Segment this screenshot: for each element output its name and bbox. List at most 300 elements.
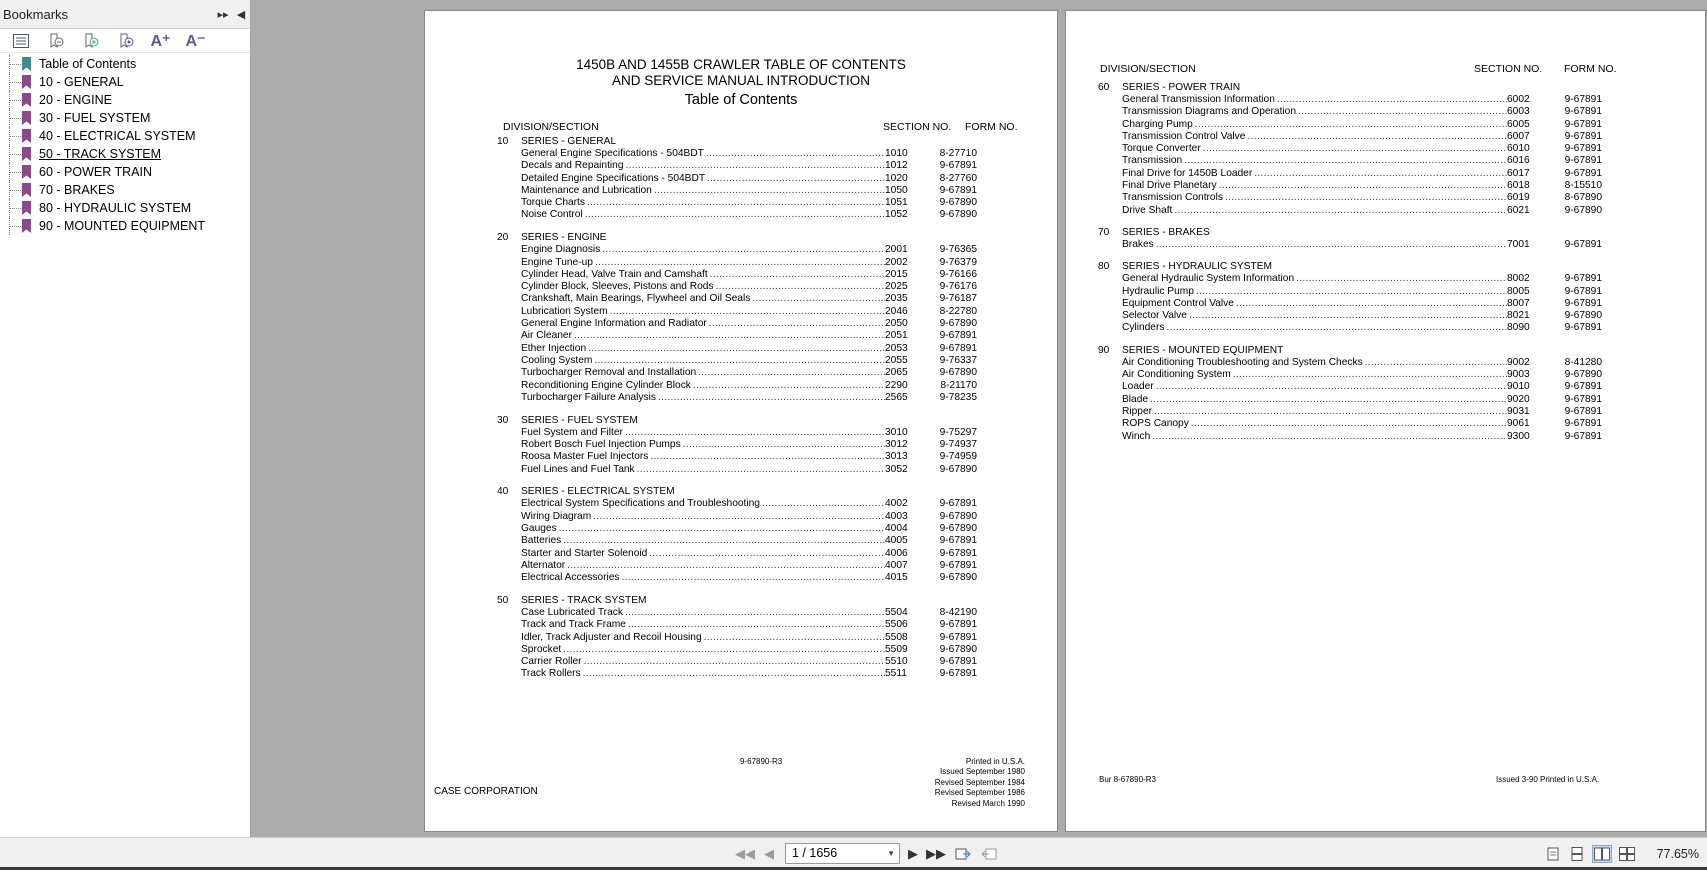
toc-entry-text: Cylinder Head, Valve Train and Camshaft bbox=[521, 268, 708, 280]
toc-entry-title bbox=[521, 427, 885, 439]
toc-row[interactable] bbox=[497, 355, 977, 367]
toc-entry-text: Cylinder Block, Sleeves, Pistons and Rods bbox=[521, 281, 714, 293]
go-back-view-icon[interactable] bbox=[955, 846, 971, 862]
toc-form-number: 9-67891 bbox=[939, 547, 977, 559]
toc-form-number: 8-41280 bbox=[1564, 356, 1602, 368]
toc-entry-title bbox=[1122, 168, 1507, 180]
bookmark-label: 30 - FUEL SYSTEM bbox=[39, 111, 151, 125]
previous-page-icon[interactable]: ◀ bbox=[764, 846, 774, 861]
toc-entry-title bbox=[521, 523, 885, 535]
col-header-form: FORM NO. bbox=[1564, 63, 1617, 75]
toc-form-number: 9-67891 bbox=[939, 184, 977, 196]
toc-entry-text: Transmission Controls bbox=[1122, 192, 1223, 204]
toc-row[interactable] bbox=[497, 644, 977, 656]
toc-section-number: 6007 bbox=[1507, 130, 1530, 142]
toc-row[interactable] bbox=[497, 330, 977, 342]
toc-entry-text: Sprocket bbox=[521, 643, 562, 655]
footer-issued: Issued 3-90 bbox=[1496, 775, 1538, 784]
series-block bbox=[1098, 227, 1602, 251]
toc-form-number: 9-67891 bbox=[939, 160, 977, 172]
toc-row[interactable] bbox=[1098, 322, 1602, 334]
toc-row[interactable] bbox=[497, 498, 977, 510]
toc-section-number: 5510 bbox=[885, 656, 908, 668]
toc-row[interactable] bbox=[1098, 394, 1602, 406]
toc-row[interactable] bbox=[1098, 131, 1602, 143]
toc-row[interactable] bbox=[497, 464, 977, 476]
series-block bbox=[497, 486, 977, 584]
bookmark-70-brakes[interactable] bbox=[0, 181, 250, 199]
toc-entry-text: Final Drive for 1450B Loader bbox=[1122, 167, 1253, 179]
toc-section-number: 4006 bbox=[885, 547, 908, 559]
toc-section-number: 1051 bbox=[885, 197, 908, 209]
toc-entry-text: Charging Pump bbox=[1122, 118, 1193, 130]
toc-section-number: 9061 bbox=[1507, 418, 1530, 430]
toc-entry-text: Engine Tune-up bbox=[521, 256, 593, 268]
toc-section-number: 5508 bbox=[885, 631, 908, 643]
toc-row[interactable] bbox=[497, 244, 977, 256]
toc-entry-title bbox=[521, 572, 885, 584]
toc-entry-text: Wiring Diagram bbox=[521, 510, 592, 522]
toc-row[interactable] bbox=[497, 293, 977, 305]
toc-form-number: 9-67890 bbox=[939, 572, 977, 584]
toc-entry-text: Carrier Roller bbox=[521, 656, 582, 668]
bookmark-label: 90 - MOUNTED EQUIPMENT bbox=[39, 219, 205, 233]
toc-entry-title bbox=[521, 498, 885, 510]
toc-entry-title bbox=[521, 619, 885, 631]
toc-entry-text: Loader bbox=[1122, 381, 1154, 393]
toc-form-number: 9-67890 bbox=[939, 522, 977, 534]
bookmark-30-fuel-system[interactable] bbox=[0, 109, 250, 127]
toc-entry-title bbox=[1122, 94, 1507, 106]
toc-section-number: 5509 bbox=[885, 643, 908, 655]
toc-section-number: 2035 bbox=[885, 293, 908, 305]
toc-entry-title bbox=[1122, 192, 1507, 204]
toc-section-number: 6021 bbox=[1507, 204, 1530, 216]
toc-entry-text: Electrical Accessories bbox=[521, 572, 620, 584]
toc-entry-title bbox=[521, 632, 885, 644]
toc-entry-text: Batteries bbox=[521, 535, 562, 547]
toc-form-number: 9-67891 bbox=[1564, 430, 1602, 442]
toc-section-number: 8002 bbox=[1507, 273, 1530, 285]
toc-form-number: 9-67891 bbox=[1564, 297, 1602, 309]
toc-form-number: 9-76187 bbox=[939, 293, 977, 305]
toc-entry-text: General Engine Information and Radiator bbox=[521, 318, 707, 330]
toc-row[interactable] bbox=[497, 560, 977, 572]
toc-section-number: 6018 bbox=[1507, 180, 1530, 192]
bookmark-label: Table of Contents bbox=[39, 57, 137, 71]
toc-entry-text: Crankshaft, Main Bearings, Flywheel and Oil Seals bbox=[521, 293, 751, 305]
toc-entry-title bbox=[521, 607, 885, 619]
toc-row[interactable] bbox=[1098, 273, 1602, 285]
document-page-2 bbox=[1065, 10, 1706, 832]
col-header-form: FORM NO. bbox=[965, 121, 1018, 133]
toc-form-number: 9-67890 bbox=[939, 318, 977, 330]
toc-section-number: 2290 bbox=[885, 379, 908, 391]
toc-row[interactable] bbox=[497, 306, 977, 318]
toc-entry-text: Equipment Control Valve bbox=[1122, 297, 1234, 309]
series-block bbox=[497, 595, 977, 681]
col-header-section: SECTION NO. bbox=[883, 121, 952, 133]
toc-form-number: 9-67891 bbox=[939, 535, 977, 547]
bookmark-20-engine[interactable] bbox=[0, 91, 250, 109]
toc-form-number: 9-67890 bbox=[939, 510, 977, 522]
series-heading bbox=[497, 136, 977, 148]
continuous-facing-view-icon[interactable] bbox=[1617, 845, 1637, 863]
toc-row[interactable] bbox=[497, 392, 977, 404]
toc-entry-text: Engine Diagnosis bbox=[521, 244, 601, 256]
toc-section-number: 1050 bbox=[885, 184, 908, 196]
toc-row[interactable] bbox=[497, 451, 977, 463]
single-page-view-icon[interactable] bbox=[1543, 845, 1563, 863]
toc-entry-text: Torque Converter bbox=[1122, 143, 1201, 155]
toc-section-number: 2046 bbox=[885, 305, 908, 317]
toc-section-number: 8090 bbox=[1507, 322, 1530, 334]
toc-section-number: 2015 bbox=[885, 268, 908, 280]
toc-form-number: 9-67891 bbox=[1564, 94, 1602, 105]
toc-row[interactable] bbox=[1098, 180, 1602, 192]
toc-row[interactable] bbox=[497, 173, 977, 185]
toc-entry-title bbox=[521, 656, 885, 668]
toc-row[interactable] bbox=[497, 427, 977, 439]
toc-row[interactable] bbox=[497, 548, 977, 560]
first-page-icon[interactable]: ◀◀ bbox=[735, 846, 755, 861]
toc-section-number: 8005 bbox=[1507, 285, 1530, 297]
toc-section-number: 4005 bbox=[885, 535, 908, 547]
toc-form-number: 9-67891 bbox=[939, 330, 977, 342]
toc-form-number: 9-67890 bbox=[939, 463, 977, 475]
toc-entry-text: Blade bbox=[1122, 393, 1149, 405]
toc-entry-text: Transmission Diagrams and Operation bbox=[1122, 106, 1297, 118]
toc-row[interactable] bbox=[497, 668, 977, 680]
toc-section-number: 2065 bbox=[885, 367, 908, 379]
toc-entry-title bbox=[1122, 106, 1507, 118]
series-number: 60 bbox=[1098, 82, 1110, 93]
toc-row[interactable] bbox=[1098, 298, 1602, 310]
series-block bbox=[1098, 82, 1602, 217]
toc-row[interactable] bbox=[1098, 192, 1602, 204]
bookmark-60-power-train[interactable] bbox=[0, 163, 250, 181]
page-dropdown-icon[interactable]: ▼ bbox=[887, 849, 895, 858]
series-name: SERIES - POWER TRAIN bbox=[1122, 82, 1241, 93]
bookmark-label: 70 - BRAKES bbox=[39, 183, 115, 197]
new-bookmark-icon[interactable] bbox=[76, 31, 105, 51]
footer-form-number: 9-67890-R3 bbox=[740, 757, 783, 766]
toc-entry-title bbox=[1122, 310, 1507, 322]
toc-entry-title bbox=[521, 160, 885, 172]
toc-entry-title bbox=[521, 209, 885, 221]
toc-entry-title bbox=[521, 535, 885, 547]
toc-form-number: 9-67891 bbox=[939, 498, 977, 510]
toc-form-number: 8-67890 bbox=[1564, 192, 1602, 204]
series-name: SERIES - GENERAL bbox=[521, 136, 617, 147]
bookmark-label: 80 - HYDRAULIC SYSTEM bbox=[39, 201, 192, 215]
toc-section-number: 6005 bbox=[1507, 118, 1530, 130]
footer-revised-2: Revised September 1986 bbox=[934, 788, 1025, 798]
toc-entry-title bbox=[521, 269, 885, 281]
toc-form-number: 9-67891 bbox=[939, 619, 977, 631]
toc-row[interactable] bbox=[497, 343, 977, 355]
toc-row[interactable] bbox=[1098, 418, 1602, 430]
toc-row[interactable] bbox=[1098, 431, 1602, 443]
toc-section-number: 8007 bbox=[1507, 297, 1530, 309]
toc-row[interactable] bbox=[497, 619, 977, 631]
toc-section-number: 2050 bbox=[885, 318, 908, 330]
toc-row[interactable] bbox=[1098, 381, 1602, 393]
toc-entry-title bbox=[1122, 239, 1507, 251]
toc-row[interactable] bbox=[497, 269, 977, 281]
toc-entry-text: Noise Control bbox=[521, 209, 583, 221]
expand-panel-icon[interactable]: ▸▸ bbox=[217, 8, 229, 21]
toc-row[interactable] bbox=[497, 318, 977, 330]
toc-form-number: 9-75297 bbox=[939, 426, 977, 438]
toc-entry-title bbox=[521, 451, 885, 463]
series-name: SERIES - TRACK SYSTEM bbox=[521, 595, 647, 606]
series-heading bbox=[1098, 345, 1602, 357]
toc-entry-text: Fuel Lines and Fuel Tank bbox=[521, 463, 635, 475]
bookmark-80-hydraulic-system[interactable] bbox=[0, 199, 250, 217]
bookmark-icon bbox=[22, 75, 31, 89]
increase-font-icon[interactable]: A⁺ bbox=[150, 32, 171, 50]
toc-row[interactable] bbox=[497, 511, 977, 523]
toc-section-number: 9300 bbox=[1507, 430, 1530, 442]
bookmark-90-mounted-equipment[interactable] bbox=[0, 217, 250, 235]
toc-row[interactable] bbox=[1098, 94, 1602, 106]
toc-form-number: 9-67891 bbox=[1564, 273, 1602, 285]
bookmark-label: 50 - TRACK SYSTEM bbox=[39, 147, 162, 161]
continuous-view-icon[interactable] bbox=[1567, 845, 1587, 863]
toc-form-number: 9-67890 bbox=[939, 367, 977, 379]
toc-row[interactable] bbox=[1098, 286, 1602, 298]
toc-section-number: 2025 bbox=[885, 281, 908, 293]
series-name: SERIES - ENGINE bbox=[521, 232, 607, 244]
toc-form-number: 9-76379 bbox=[939, 256, 977, 268]
bookmark-10-general[interactable] bbox=[0, 73, 250, 91]
toc-row[interactable] bbox=[1098, 143, 1602, 155]
toc-form-number: 9-67891 bbox=[939, 656, 977, 668]
toc-entry-text: Torque Charts bbox=[521, 197, 585, 209]
toc-section-number: 9003 bbox=[1507, 369, 1530, 381]
toc-form-number: 9-67890 bbox=[1564, 310, 1602, 322]
toc-entry-title bbox=[1122, 155, 1507, 167]
toc-entry-text: Detailed Engine Specifications - 504BDT bbox=[521, 172, 706, 184]
toc-row[interactable] bbox=[1098, 168, 1602, 180]
toc-row[interactable] bbox=[497, 523, 977, 535]
toc-entry-title bbox=[521, 511, 885, 523]
toc-form-number: 9-67891 bbox=[1564, 106, 1602, 118]
toc-form-number: 9-67891 bbox=[1564, 381, 1602, 393]
toc-row[interactable] bbox=[497, 439, 977, 451]
toc-entry-text: Roosa Master Fuel Injectors bbox=[521, 451, 649, 463]
toc-entry-title bbox=[521, 439, 885, 451]
toc-row[interactable] bbox=[1098, 239, 1602, 251]
toc-row[interactable] bbox=[497, 281, 977, 293]
collapse-panel-icon[interactable]: ◀ bbox=[236, 8, 246, 21]
last-page-icon[interactable]: ▶▶ bbox=[926, 846, 946, 861]
toc-entry-text: Selector Valve bbox=[1122, 310, 1187, 322]
toc-row[interactable] bbox=[1098, 205, 1602, 217]
toc-entry-title bbox=[521, 560, 885, 572]
toc-section-number: 6003 bbox=[1507, 106, 1530, 118]
toc-entry-title bbox=[521, 244, 885, 256]
toc-form-number: 9-67891 bbox=[1564, 130, 1602, 142]
toc-entry-text: Transmission bbox=[1122, 155, 1183, 167]
footer-revised-3: Revised March 1990 bbox=[951, 798, 1025, 808]
series-name: SERIES - BRAKES bbox=[1122, 227, 1210, 238]
bookmark-icon bbox=[22, 93, 31, 107]
toc-row[interactable] bbox=[497, 367, 977, 379]
go-forward-view-icon[interactable] bbox=[981, 846, 997, 862]
toc-entry-title bbox=[521, 185, 885, 197]
series-block bbox=[497, 232, 977, 404]
toc-entry-title bbox=[521, 464, 885, 476]
toc-entry-title bbox=[1122, 298, 1507, 310]
toc-section-number: 3010 bbox=[885, 426, 908, 438]
toc-section-number: 4004 bbox=[885, 522, 908, 534]
toc-entry-title bbox=[1122, 322, 1507, 334]
toc-entry-title bbox=[521, 392, 885, 404]
series-block bbox=[1098, 261, 1602, 334]
toc-section-number: 3052 bbox=[885, 463, 908, 475]
bookmarks-toolbar bbox=[0, 29, 250, 53]
toc-section-number: 4015 bbox=[885, 572, 908, 584]
toc-form-number: 9-67890 bbox=[939, 209, 977, 221]
page-title-line1: 1450B AND 1455B CRAWLER TABLE OF CONTENTS bbox=[576, 57, 906, 72]
toc-row[interactable] bbox=[497, 185, 977, 197]
toc-entry-text: Reconditioning Engine Cylinder Block bbox=[521, 379, 691, 391]
toc-entry-title bbox=[1122, 131, 1507, 143]
toc-row[interactable] bbox=[497, 572, 977, 584]
toc-entry-text: Brakes bbox=[1122, 239, 1154, 250]
toc-section-number: 9002 bbox=[1507, 356, 1530, 368]
zoom-level[interactable]: 77.65% bbox=[1656, 847, 1699, 861]
toc-entry-text: Air Cleaner bbox=[521, 330, 572, 342]
bookmark-50-track-system[interactable] bbox=[0, 145, 250, 163]
footer-revisions bbox=[935, 757, 1025, 809]
toc-entry-title bbox=[1122, 357, 1507, 369]
bookmark-40-electrical-system[interactable] bbox=[0, 127, 250, 145]
toc-entry-text: Gauges bbox=[521, 522, 557, 534]
toc-form-number: 8-21170 bbox=[940, 379, 977, 391]
delete-bookmark-icon[interactable] bbox=[41, 31, 70, 51]
toc-row[interactable] bbox=[1098, 119, 1602, 131]
toc-section-number: 3013 bbox=[885, 451, 908, 463]
bookmark-label: 20 - ENGINE bbox=[39, 93, 112, 107]
toc-form-number: 8-15510 bbox=[1564, 180, 1602, 192]
toc-entry-text: Final Drive Planetary bbox=[1122, 180, 1217, 192]
toc-entry-title bbox=[1122, 394, 1507, 406]
document-viewer[interactable] bbox=[252, 0, 1707, 837]
toc-form-number: 9-76337 bbox=[939, 354, 977, 366]
toc-entry-text: Cooling System bbox=[521, 354, 593, 366]
page-title-line2: AND SERVICE MANUAL INTRODUCTION bbox=[611, 73, 871, 88]
toc-form-number: 9-67891 bbox=[939, 631, 977, 643]
toc-row[interactable] bbox=[497, 607, 977, 619]
series-heading bbox=[1098, 82, 1602, 94]
toc-form-number: 9-67891 bbox=[1564, 405, 1602, 417]
toc-section-number: 2055 bbox=[885, 354, 908, 366]
toc-row[interactable] bbox=[497, 380, 977, 392]
go-to-bookmark-icon[interactable] bbox=[111, 31, 140, 51]
toc-entry-title bbox=[1122, 143, 1507, 155]
toc-section-number: 7001 bbox=[1507, 239, 1530, 250]
toc-row[interactable] bbox=[497, 535, 977, 547]
decrease-font-icon[interactable]: A⁻ bbox=[185, 32, 206, 50]
series-number: 50 bbox=[497, 595, 509, 606]
toc-section-number: 2565 bbox=[885, 391, 908, 403]
series-heading bbox=[497, 486, 977, 498]
navigation-bar bbox=[0, 837, 1707, 870]
series-heading bbox=[497, 415, 977, 427]
toc-section-number: 5506 bbox=[885, 619, 908, 631]
toc-form-number: 9-67891 bbox=[1564, 167, 1602, 179]
toc-entry-title bbox=[521, 148, 885, 160]
footer-issued: Issued September 1980 bbox=[940, 767, 1025, 777]
bookmark-icon bbox=[22, 219, 31, 233]
toc-form-number: 9-76166 bbox=[939, 268, 977, 280]
toc-row[interactable] bbox=[497, 160, 977, 172]
col-header-division: DIVISION/SECTION bbox=[503, 121, 599, 133]
toc-row[interactable] bbox=[497, 148, 977, 160]
toc-row[interactable] bbox=[1098, 155, 1602, 167]
toc-entry-text: Ripper bbox=[1122, 405, 1153, 417]
page-number-input[interactable] bbox=[785, 843, 900, 864]
toc-row[interactable] bbox=[497, 209, 977, 221]
toc-entry-text: Electrical System Specifications and Troubleshooting bbox=[521, 498, 760, 510]
list-options-icon[interactable] bbox=[6, 31, 35, 51]
toc-section-number: 6010 bbox=[1507, 143, 1530, 155]
bookmark-icon bbox=[22, 147, 31, 161]
bookmark-label: 40 - ELECTRICAL SYSTEM bbox=[39, 129, 196, 143]
document-page-1 bbox=[424, 10, 1058, 832]
toc-row[interactable] bbox=[497, 257, 977, 269]
toc-row[interactable] bbox=[497, 656, 977, 668]
series-name: SERIES - MOUNTED EQUIPMENT bbox=[1122, 344, 1284, 356]
toc-entry-title bbox=[1122, 381, 1507, 393]
toc-entry-title bbox=[1122, 286, 1507, 298]
toc-form-number: 8-27760 bbox=[939, 172, 977, 184]
series-number: 90 bbox=[1098, 344, 1110, 356]
toc-entry-text: Air Conditioning Troubleshooting and System Checks bbox=[1122, 356, 1363, 368]
toc-section-number: 1010 bbox=[885, 148, 908, 159]
toc-form-number: 9-74959 bbox=[939, 451, 977, 463]
facing-pages-view-icon[interactable] bbox=[1592, 845, 1612, 863]
series-number: 70 bbox=[1098, 227, 1110, 238]
toc-row[interactable] bbox=[1098, 106, 1602, 118]
series-name: SERIES - FUEL SYSTEM bbox=[521, 414, 638, 426]
toc-row[interactable] bbox=[497, 632, 977, 644]
toc-entry-title bbox=[521, 380, 885, 392]
toc-row[interactable] bbox=[1098, 310, 1602, 322]
toc-row[interactable] bbox=[1098, 369, 1602, 381]
bookmark-table-of-contents[interactable] bbox=[0, 55, 250, 73]
series-heading bbox=[1098, 227, 1602, 239]
toc-form-number: 9-67891 bbox=[939, 559, 977, 571]
toc-row[interactable] bbox=[1098, 357, 1602, 369]
toc-entry-title bbox=[521, 306, 885, 318]
series-number: 30 bbox=[497, 414, 509, 426]
col-header-section: SECTION NO. bbox=[1474, 63, 1543, 75]
toc-entry-title bbox=[521, 343, 885, 355]
toc-entry-title bbox=[1122, 273, 1507, 285]
toc-form-number: 9-67890 bbox=[1564, 369, 1602, 381]
next-page-icon[interactable]: ▶ bbox=[908, 846, 918, 861]
toc-section-number: 6017 bbox=[1507, 167, 1530, 179]
toc-row[interactable] bbox=[1098, 406, 1602, 418]
toc-entry-text: Drive Shaft bbox=[1122, 204, 1173, 216]
toc-entry-text: General Hydraulic System Information bbox=[1122, 273, 1295, 285]
toc-form-number: 8-42190 bbox=[939, 607, 977, 618]
toc-row[interactable] bbox=[497, 197, 977, 209]
